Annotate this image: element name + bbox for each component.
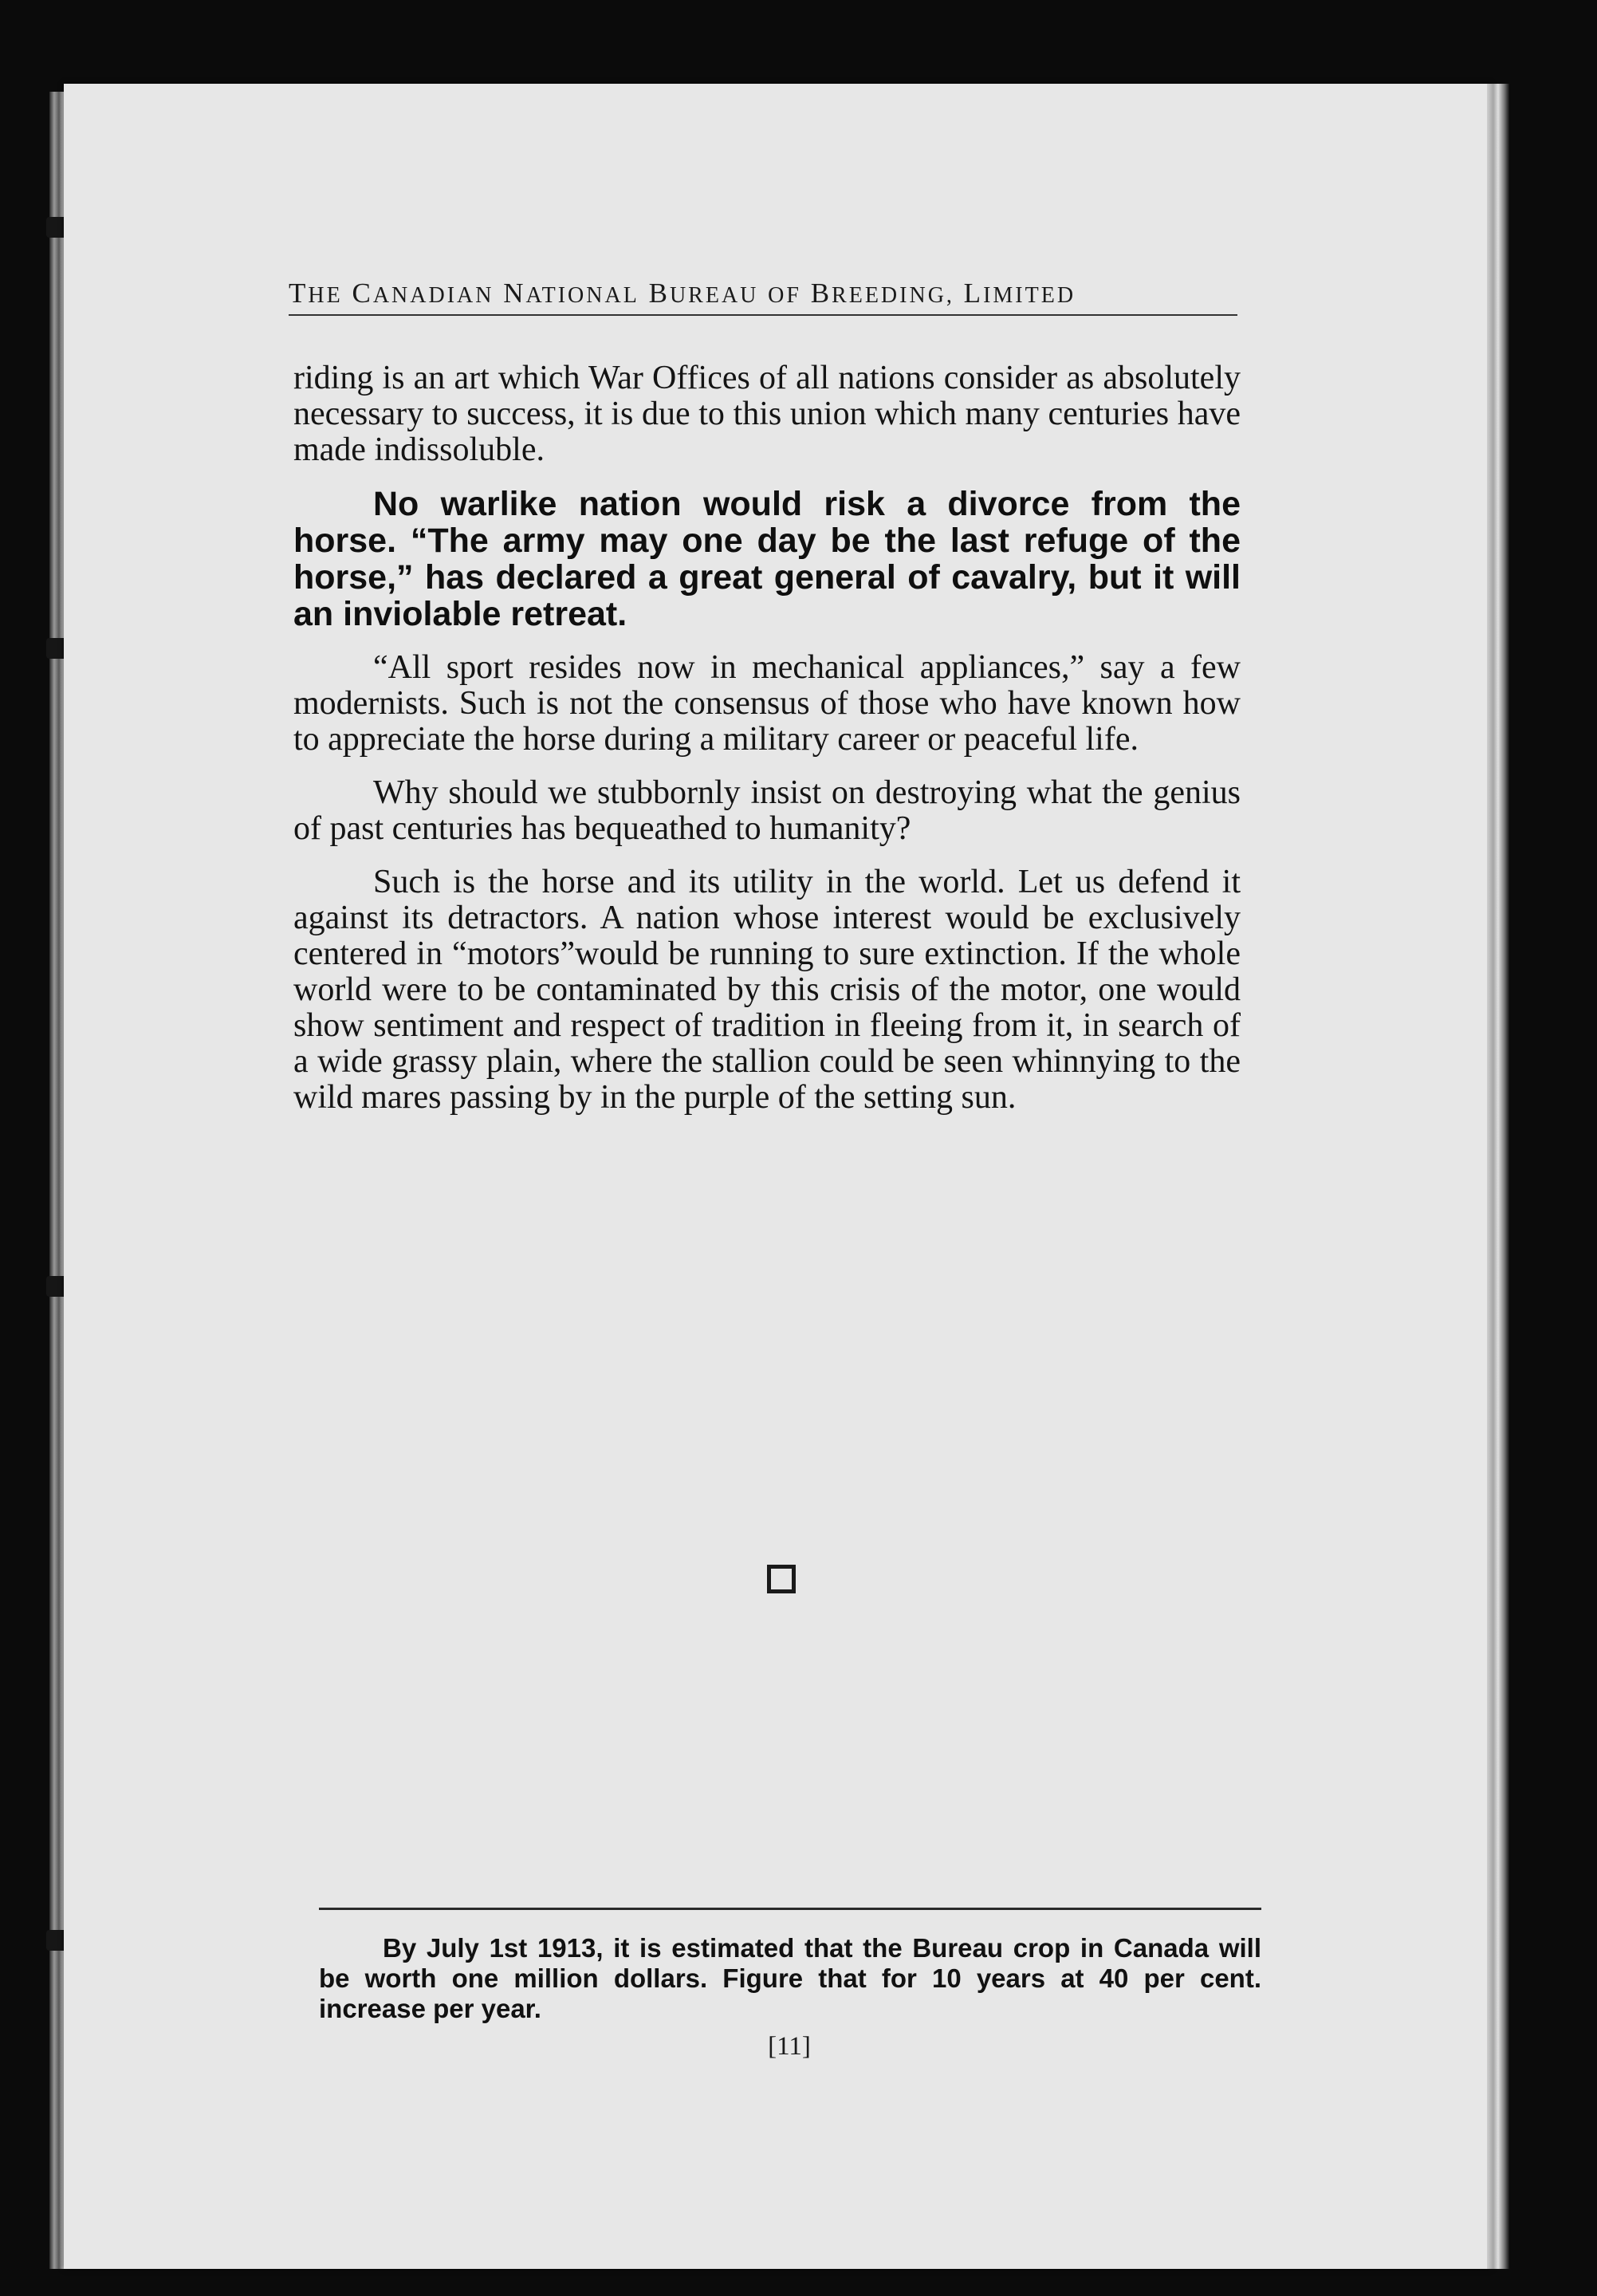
running-head-word: CANADIAN: [352, 278, 494, 309]
running-head-word: NATIONAL: [503, 278, 639, 309]
square-ornament-icon: [767, 1565, 796, 1593]
paragraph: Why should we stubbornly insist on destroying what the genius of past centuries has bequeathed to humanity?: [293, 774, 1241, 847]
body-text: [293, 360, 1241, 1133]
footnote: By July 1st 1913, it is estimated that the Bureau crop in Canada will be worth one million dollars. Figure that for 10 years at 40 per cent. increase per year.: [319, 1933, 1261, 2023]
bold-paragraph: No warlike nation would risk a divorce from the horse. “The army may one day be the last refuge of the horse,” has declared a great general of cavalry, but it will an inviolable retreat.: [293, 485, 1241, 633]
running-head-word: LIMITED: [963, 278, 1076, 309]
running-head-word: THE: [289, 278, 343, 309]
footnote-divider: [319, 1908, 1261, 1910]
paragraph: riding is an art which War Offices of all nations consider as absolutely necessary to success, it is due to this union which many centuries have made indissoluble.: [293, 360, 1241, 468]
paragraph: “All sport resides now in mechanical appliances,” say a few modernists. Such is not the consensus of those who have known how to appreciate the horse during a military career or peaceful life.: [293, 649, 1241, 758]
page-right-edge: [1487, 84, 1509, 2269]
page-number: [11]: [768, 2032, 811, 2061]
running-head-word: BREEDING,: [810, 278, 954, 309]
running-head-word: OF: [768, 283, 801, 308]
paragraph: Such is the horse and its utility in the world. Let us defend it against its detractors. A nation whose interest would be exclusively centered in “motors”would be running to sure extinction. If the whole world were to be contaminated by this crisis of the motor, one would show sentiment and respect of tradition in fleeing from it, in search of a wide grassy plain, where the stallion could be seen whinnying to the wild mares passing by in the purple of the setting sun.: [293, 864, 1241, 1116]
running-head: [289, 278, 1237, 316]
running-head-word: BUREAU: [648, 278, 759, 309]
